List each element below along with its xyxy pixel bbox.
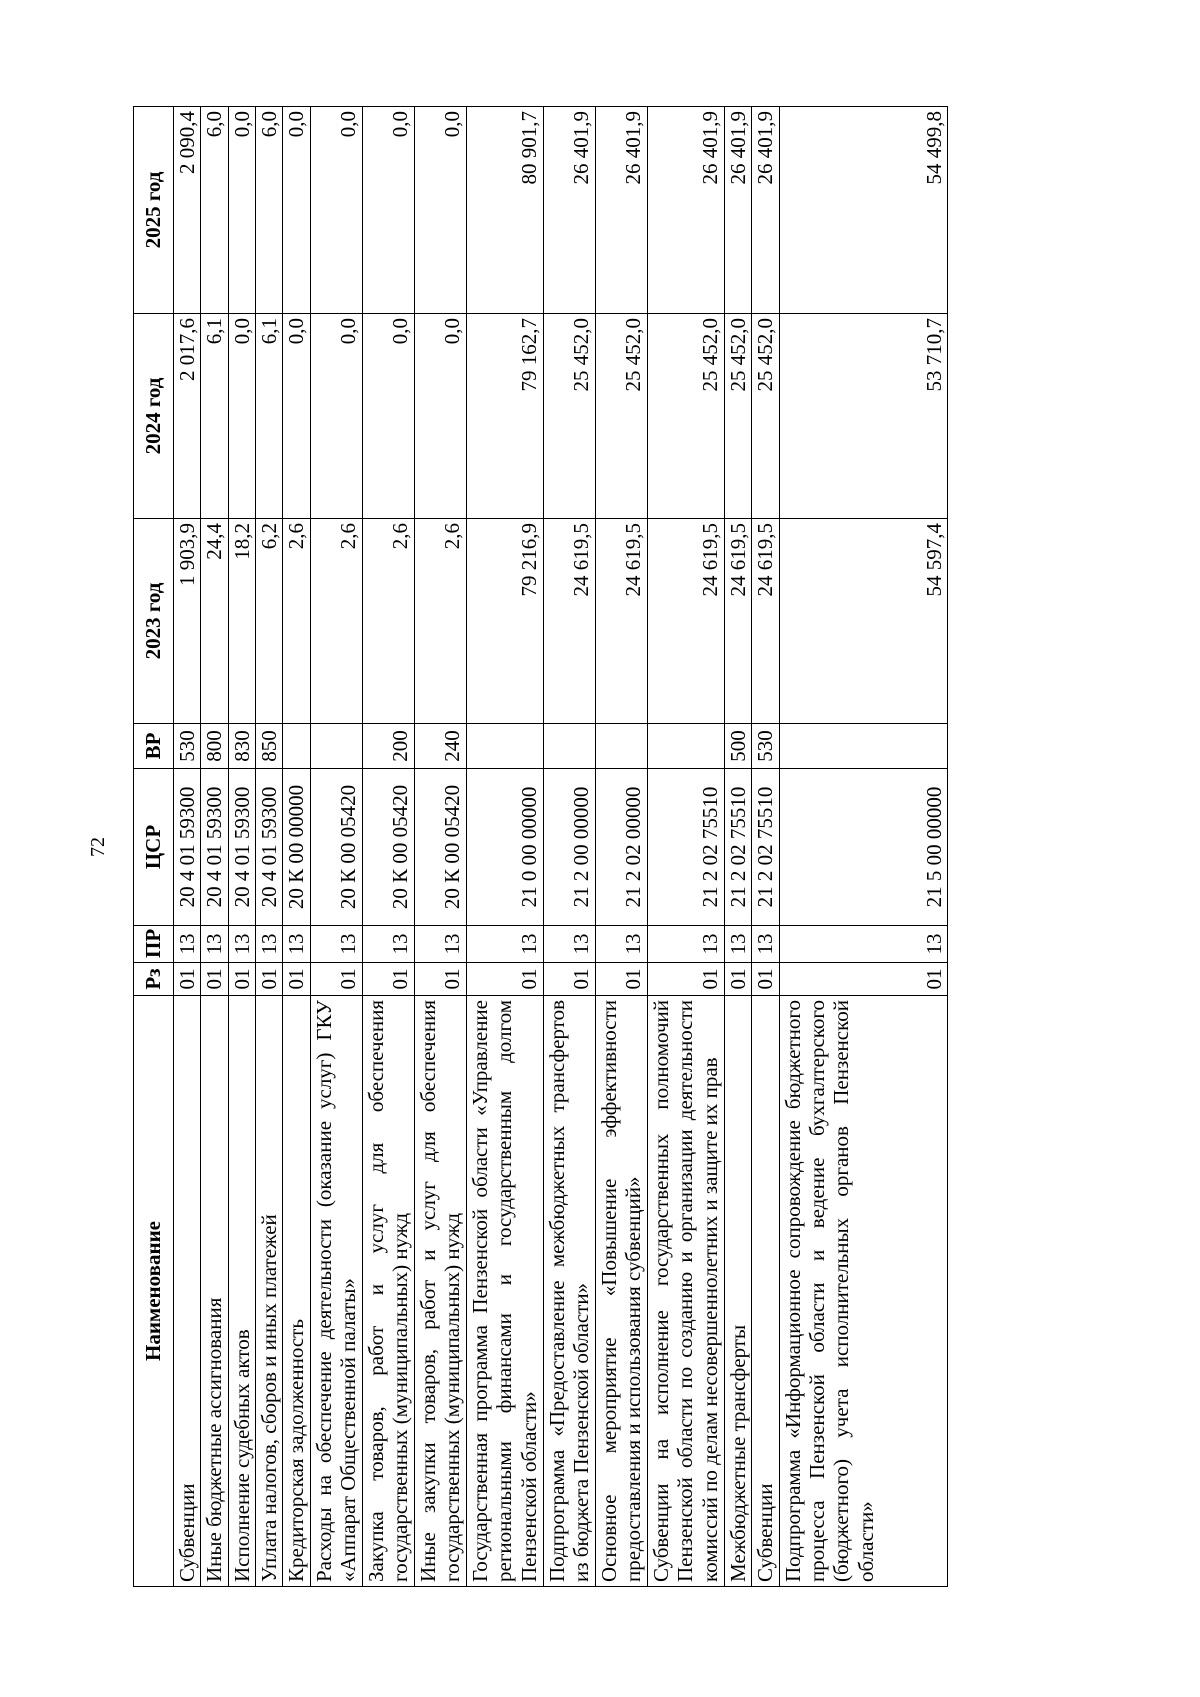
table-row xyxy=(724,107,751,1587)
row-2024: 25 452,0 xyxy=(543,314,595,519)
table-row xyxy=(174,107,201,1587)
row-2023: 54 597,4 xyxy=(779,519,947,724)
row-name: Субвенции xyxy=(752,996,779,1587)
header-rz: Рз xyxy=(134,963,174,996)
row-vr: 200 xyxy=(362,724,414,769)
table-row xyxy=(310,107,362,1587)
row-pr: 13 xyxy=(595,926,647,963)
table-row xyxy=(647,107,724,1587)
row-rz: 01 xyxy=(174,963,201,996)
row-2025: 54 499,8 xyxy=(779,107,947,314)
row-rz: 01 xyxy=(779,963,947,996)
row-csr: 20 4 01 59300 xyxy=(228,769,255,926)
row-2025: 26 401,9 xyxy=(543,107,595,314)
row-rz: 01 xyxy=(414,963,466,996)
header-name: Наименование xyxy=(134,996,174,1587)
row-pr: 13 xyxy=(201,926,228,963)
row-2024: 6,1 xyxy=(256,314,283,519)
row-2025: 2 090,4 xyxy=(174,107,201,314)
row-2024: 0,0 xyxy=(414,314,466,519)
header-row xyxy=(134,107,174,1587)
row-vr: 850 xyxy=(256,724,283,769)
page-number: 72 xyxy=(87,837,109,857)
row-name: Кредиторская задолженность xyxy=(283,996,310,1587)
row-2024: 25 452,0 xyxy=(595,314,647,519)
row-vr xyxy=(779,724,947,769)
row-2023: 24 619,5 xyxy=(543,519,595,724)
row-2025: 26 401,9 xyxy=(595,107,647,314)
row-pr: 13 xyxy=(256,926,283,963)
table-row xyxy=(414,107,466,1587)
row-2023: 79 216,9 xyxy=(466,519,543,724)
row-pr: 13 xyxy=(414,926,466,963)
row-vr: 240 xyxy=(414,724,466,769)
row-2024: 0,0 xyxy=(310,314,362,519)
row-2024: 53 710,7 xyxy=(779,314,947,519)
row-name: Исполнение судебных актов xyxy=(228,996,255,1587)
row-csr: 20 4 01 59300 xyxy=(174,769,201,926)
row-2025: 0,0 xyxy=(228,107,255,314)
row-2023: 1 903,9 xyxy=(174,519,201,724)
row-csr: 21 2 02 75510 xyxy=(724,769,751,926)
row-vr xyxy=(466,724,543,769)
row-name: Уплата налогов, сборов и иных платежей xyxy=(256,996,283,1587)
row-name: Закупка товаров, работ и услуг для обеспечения государственных (муниципальных) нужд xyxy=(362,996,414,1587)
row-pr: 13 xyxy=(362,926,414,963)
row-vr xyxy=(595,724,647,769)
row-csr: 20 К 00 05420 xyxy=(362,769,414,926)
row-rz: 01 xyxy=(228,963,255,996)
row-2025: 0,0 xyxy=(310,107,362,314)
row-2024: 6,1 xyxy=(201,314,228,519)
row-name: Иные закупки товаров, работ и услуг для обеспечения государственных (муниципальных) нужд xyxy=(414,996,466,1587)
row-vr xyxy=(647,724,724,769)
table-row xyxy=(256,107,283,1587)
table-row xyxy=(228,107,255,1587)
row-2025: 26 401,9 xyxy=(752,107,779,314)
row-name: Подпрограмма «Информационное сопровождение бюджетного процесса Пензенской области и ведение бухгалтерского (бюджетного) учета исполнительных органов Пензенской области» xyxy=(779,996,947,1587)
budget-table-rotated xyxy=(133,107,948,1587)
table-row xyxy=(362,107,414,1587)
row-name: Подпрограмма «Предоставление межбюджетных трансфертов из бюджета Пензенской области» xyxy=(543,996,595,1587)
row-rz: 01 xyxy=(466,963,543,996)
row-rz: 01 xyxy=(256,963,283,996)
table-row xyxy=(752,107,779,1587)
row-csr: 20 К 00 05420 xyxy=(310,769,362,926)
row-rz: 01 xyxy=(283,963,310,996)
row-2023: 24 619,5 xyxy=(724,519,751,724)
row-rz: 01 xyxy=(595,963,647,996)
row-name: Государственная программа Пензенской области «Управление региональными финансами и государственным долгом Пензенской области» xyxy=(466,996,543,1587)
row-rz: 01 xyxy=(647,963,724,996)
row-2025: 6,0 xyxy=(256,107,283,314)
row-2025: 6,0 xyxy=(201,107,228,314)
row-2023: 24 619,5 xyxy=(595,519,647,724)
table-row xyxy=(283,107,310,1587)
row-rz: 01 xyxy=(752,963,779,996)
row-csr: 21 2 02 75510 xyxy=(752,769,779,926)
row-name: Субвенции на исполнение государственных полномочий Пензенской области по созданию и организации деятельности комиссий по делам несовершеннолетних и защите их прав xyxy=(647,996,724,1587)
table-row xyxy=(779,107,947,1587)
row-rz: 01 xyxy=(724,963,751,996)
budget-table xyxy=(133,106,948,1587)
row-pr: 13 xyxy=(752,926,779,963)
table-row xyxy=(466,107,543,1587)
row-2025: 0,0 xyxy=(414,107,466,314)
row-csr: 21 5 00 00000 xyxy=(779,769,947,926)
row-pr: 13 xyxy=(310,926,362,963)
row-2025: 0,0 xyxy=(283,107,310,314)
row-name: Расходы на обеспечение деятельности (оказание услуг) ГКУ «Аппарат Общественной палаты» xyxy=(310,996,362,1587)
row-name: Субвенции xyxy=(174,996,201,1587)
row-2025: 0,0 xyxy=(362,107,414,314)
row-pr: 13 xyxy=(779,926,947,963)
row-csr: 20 К 00 05420 xyxy=(414,769,466,926)
row-2024: 25 452,0 xyxy=(724,314,751,519)
row-vr: 500 xyxy=(724,724,751,769)
row-rz: 01 xyxy=(543,963,595,996)
row-vr xyxy=(543,724,595,769)
row-name: Межбюджетные трансферты xyxy=(724,996,751,1587)
row-2023: 2,6 xyxy=(362,519,414,724)
header-pr: ПР xyxy=(134,926,174,963)
row-pr: 13 xyxy=(228,926,255,963)
row-vr: 830 xyxy=(228,724,255,769)
row-pr: 13 xyxy=(543,926,595,963)
row-pr: 13 xyxy=(174,926,201,963)
row-2024: 0,0 xyxy=(283,314,310,519)
row-2024: 25 452,0 xyxy=(752,314,779,519)
header-2025: 2025 год xyxy=(134,107,174,314)
row-2023: 6,2 xyxy=(256,519,283,724)
row-2025: 80 901,7 xyxy=(466,107,543,314)
row-pr: 13 xyxy=(724,926,751,963)
row-rz: 01 xyxy=(310,963,362,996)
row-2023: 24 619,5 xyxy=(647,519,724,724)
row-2024: 0,0 xyxy=(362,314,414,519)
row-csr: 20 К 00 00000 xyxy=(283,769,310,926)
table-row xyxy=(595,107,647,1587)
row-2024: 79 162,7 xyxy=(466,314,543,519)
row-csr: 20 4 01 59300 xyxy=(201,769,228,926)
row-csr: 20 4 01 59300 xyxy=(256,769,283,926)
row-2024: 2 017,6 xyxy=(174,314,201,519)
row-2023: 2,6 xyxy=(310,519,362,724)
row-name: Основное мероприятие «Повышение эффективности предоставления и использования субвенций» xyxy=(595,996,647,1587)
row-vr xyxy=(310,724,362,769)
row-2023: 24,4 xyxy=(201,519,228,724)
row-csr: 21 2 02 00000 xyxy=(595,769,647,926)
row-2023: 2,6 xyxy=(283,519,310,724)
row-csr: 21 0 00 00000 xyxy=(466,769,543,926)
row-csr: 21 2 00 00000 xyxy=(543,769,595,926)
row-2025: 26 401,9 xyxy=(647,107,724,314)
table-row xyxy=(201,107,228,1587)
row-rz: 01 xyxy=(201,963,228,996)
row-2023: 18,2 xyxy=(228,519,255,724)
table-row xyxy=(543,107,595,1587)
row-vr xyxy=(283,724,310,769)
header-2023: 2023 год xyxy=(134,519,174,724)
row-vr: 530 xyxy=(752,724,779,769)
row-rz: 01 xyxy=(362,963,414,996)
row-pr: 13 xyxy=(466,926,543,963)
header-csr: ЦСР xyxy=(134,769,174,926)
row-2024: 25 452,0 xyxy=(647,314,724,519)
header-2024: 2024 год xyxy=(134,314,174,519)
row-name: Иные бюджетные ассигнования xyxy=(201,996,228,1587)
row-pr: 13 xyxy=(647,926,724,963)
row-2023: 2,6 xyxy=(414,519,466,724)
row-pr: 13 xyxy=(283,926,310,963)
row-2025: 26 401,9 xyxy=(724,107,751,314)
header-vr: ВР xyxy=(134,724,174,769)
row-vr: 800 xyxy=(201,724,228,769)
row-vr: 530 xyxy=(174,724,201,769)
row-2023: 24 619,5 xyxy=(752,519,779,724)
row-csr: 21 2 02 75510 xyxy=(647,769,724,926)
row-2024: 0,0 xyxy=(228,314,255,519)
